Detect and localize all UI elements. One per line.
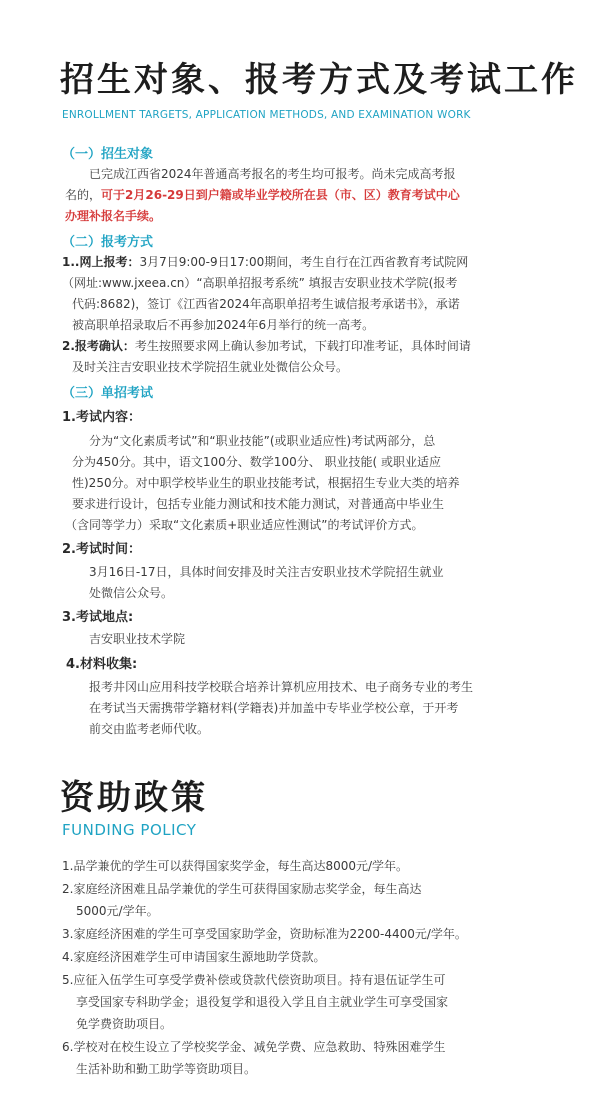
funding-subtitle: FUNDING POLICY [62,821,197,839]
highlight-text: 办理补报名手续。 [65,209,162,223]
paragraph-line: 吉安职业技术学院 [89,632,186,646]
list-item: 2.报考确认：考生按照要求网上确认参加考试，下载打印准考证，具体时间请 [62,339,471,353]
paragraph-line: 3月16日-17日，具体时间安排及时关注吉安职业技术学院招生就业 [89,565,444,579]
funding-title: 资助政策 [60,778,208,818]
paragraph-line: 处微信公众号。 [89,586,174,600]
page-title: 招生对象、报考方式及考试工作 [60,60,578,100]
exam-time-heading: 2.考试时间： [62,542,141,557]
paragraph-line: 分为“文化素质考试”和“职业技能”(或职业适应性)考试两部分，总 [89,434,436,448]
page-subtitle: ENROLLMENT TARGETS, APPLICATION METHODS, AND EXAMINATION WORK [62,109,471,121]
list-item: 5.应征入伍学生可享受学费补偿或贷款代偿资助项目。持有退伍证学生可 [62,973,446,987]
paragraph-line: 代码:8682)，签订《江西省2024年高职单招考生诚信报考承诺书》，承诺 [72,297,460,311]
paragraph-line: （网址:www.jxeea.cn）“高职单招报考系统” 填报吉安职业技术学院(报考 [62,276,458,290]
paragraph-line: 已完成江西省2024年普通高考报名的考生均可报考。尚未完成高考报 [89,167,456,181]
paragraph-line: （含同等学力）采取“文化素质+职业适应性测试”的考试评价方式。 [65,518,424,532]
highlight-text: 可于2月26-29日到户籍或毕业学校所在县（市、区）教育考试中心 [101,188,460,202]
paragraph-line: 免学费资助项目。 [76,1017,173,1031]
paragraph-line: 分为450分。其中，语文100分、数学100分、 职业技能( 或职业适应 [72,455,442,469]
section-heading-targets: （一）招生对象 [62,147,154,162]
section-heading-exam: （三）单招考试 [62,386,154,401]
section-heading-method: （二）报考方式 [62,235,154,250]
paragraph-line: 及时关注吉安职业技术学院招生就业处微信公众号。 [72,360,349,374]
paragraph-line: 在考试当天需携带学籍材料(学籍表)并加盖中专毕业学校公章，于开考 [89,701,459,715]
list-item: 2.家庭经济困难且品学兼优的学生可获得国家励志奖学金，每生高达 [62,882,422,896]
paragraph-line: 生活补助和勤工助学等资助项目。 [76,1062,257,1076]
paragraph-line: 5000元/学年。 [76,904,159,918]
materials-heading: 4.材料收集: [66,657,138,672]
paragraph-line: 性)250分。对中职学校毕业生的职业技能考试，根据招生专业大类的培养 [72,476,460,490]
list-item: 1..网上报考：3月7日9:00-9日17:00期间，考生自行在江西省教育考试院网 [62,255,469,269]
paragraph-line: 要求进行设计，包括专业能力测试和技术能力测试，对普通高中毕业生 [72,497,445,511]
paragraph-line: 被高职单招录取后不再参加2024年6月举行的统一高考。 [72,318,375,332]
list-item: 1.品学兼优的学生可以获得国家奖学金，每生高达8000元/学年。 [62,859,409,873]
exam-content-heading: 1.考试内容： [62,410,141,425]
list-item: 4.家庭经济困难学生可申请国家生源地助学贷款。 [62,950,326,964]
paragraph-line: 前交由监考老师代收。 [89,722,210,736]
paragraph-line: 享受国家专科助学金；退役复学和退役入学且自主就业学生可享受国家 [76,995,449,1009]
list-item: 6.学校对在校生设立了学校奖学金、减免学费、应急救助、特殊困难学生 [62,1040,446,1054]
list-item: 3.家庭经济困难的学生可享受国家助学金，资助标准为2200-4400元/学年。 [62,927,467,941]
paragraph-line: 报考井冈山应用科技学校联合培养计算机应用技术、电子商务专业的考生 [89,680,474,694]
paragraph-line: 名的，可于2月26-29日到户籍或毕业学校所在县（市、区）教育考试中心 [65,188,460,202]
exam-location-heading: 3.考试地点: [62,610,134,625]
